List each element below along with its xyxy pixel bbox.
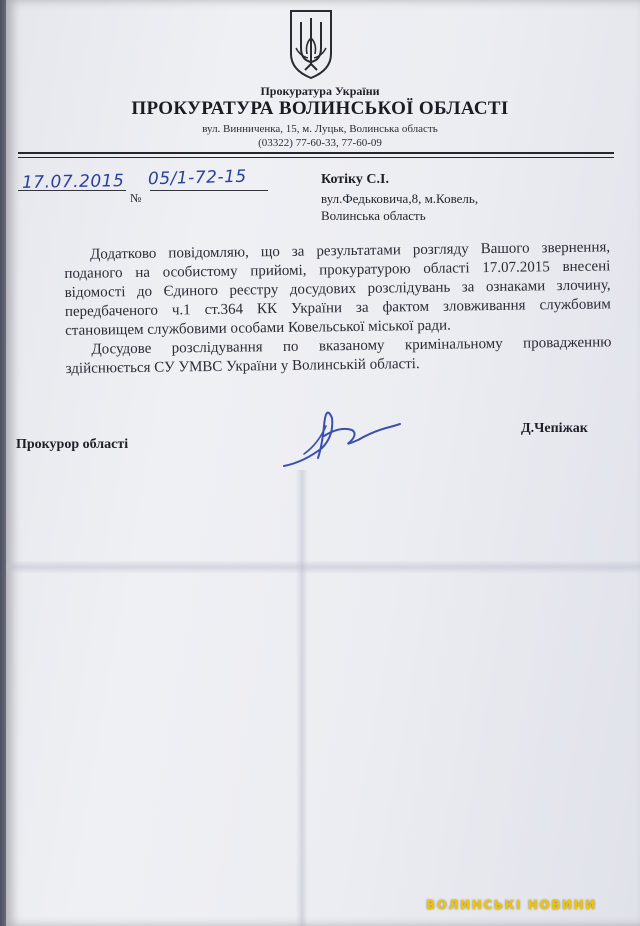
paper-fold-horizontal	[6, 560, 640, 574]
org-title: ПРОКУРАТУРА ВОЛИНСЬКОЇ ОБЛАСТІ	[131, 98, 509, 119]
recipient-name: Котіку С.І.	[321, 172, 389, 187]
letter-date: 17.07.2015	[21, 171, 125, 193]
recipient-address-line2: Волинська область	[321, 208, 426, 223]
body-paragraph-1: Додатково повідомляю, що за результатами розгляду Вашого звернення, поданого на особистому прийомі, прокуратурою області 17.07.2015 внесені відомості до Єдиного реєстру досудових розслідувань за ознаками злочину, передбаченого ч.1 ст.364 КК України за фактом зловживання службовим становищем службовими особами Ковельської міської ради.	[64, 239, 611, 339]
org-phone: (03322) 77-60-33, 77-60-09	[258, 137, 382, 149]
letter-number: 05/1-72-15	[147, 166, 247, 190]
body-paragraph-2: Досудове розслідування по вказаному кримінальному провадженню здійснюється СУ УМВС України у Волинській області.	[65, 334, 612, 377]
signatory-name: Д.Чепіжак	[521, 421, 588, 436]
number-underline	[150, 190, 268, 191]
paper-fold-vertical	[296, 470, 308, 926]
handwritten-signature	[274, 396, 404, 480]
number-label: №	[130, 191, 142, 205]
watermark-logo: ВОЛИНСЬКІ НОВИНИ	[426, 898, 597, 912]
org-address: вул. Винниченка, 15, м. Луцьк, Волинська область	[202, 123, 438, 135]
signatory-title: Прокурор області	[16, 437, 129, 452]
header-divider	[18, 152, 614, 154]
org-parent-name: Прокуратура України	[260, 84, 380, 98]
letter-body	[64, 238, 612, 379]
header-divider-thin	[18, 157, 614, 158]
coat-of-arms-icon	[288, 8, 334, 80]
recipient-address-line1: вул.Федьковича,8, м.Ковель,	[321, 191, 479, 206]
